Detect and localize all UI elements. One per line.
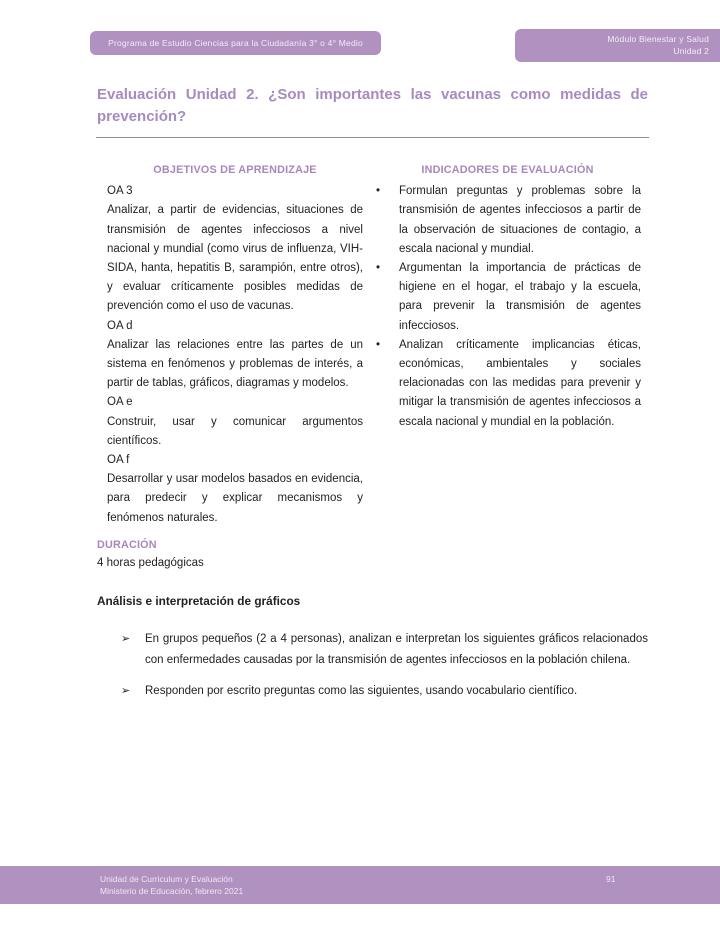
list-item <box>374 336 641 432</box>
indicators-column <box>374 161 641 528</box>
duration-section <box>97 539 204 569</box>
page-title: Evaluación Unidad 2. ¿Son importantes las vacunas como medidas de prevención? <box>97 86 648 125</box>
indicator-text: Argumentan la importancia de prácticas de higiene en el hogar, el trabajo y la escuela, para prevenir la transmisión de agentes infecciosos. <box>399 262 641 332</box>
bullet-icon: • <box>376 338 381 351</box>
bullet-icon: • <box>376 262 381 275</box>
indicator-text: Analizan críticamente implicancias éticas, económicas, ambientales y sociales relacionadas con las medidas para prevenir y mitigar la transmisión de agentes infecciosos a escala nacional y mundial en la población. <box>399 338 641 428</box>
list-item <box>97 629 648 671</box>
indicator-text: Formulan preguntas y problemas sobre la transmisión de agentes infecciosos a partir de la observación de situaciones de contagio, a escala nacional y mundial. <box>399 185 641 255</box>
indicators-heading: INDICADORES DE EVALUACIÓN <box>421 164 594 176</box>
oa-code: OA e <box>107 396 133 409</box>
module-name-label: Módulo Bienestar y Salud <box>607 34 709 44</box>
oa-text: Construir, usar y comunicar argumentos científicos. <box>107 415 363 447</box>
bullet-icon: • <box>376 185 381 198</box>
activity-text: Responden por escrito preguntas como las siguientes, usando vocabulario científico. <box>145 685 578 697</box>
list-item <box>374 259 641 336</box>
title-divider <box>96 137 649 138</box>
indicators-list <box>374 182 641 432</box>
activity-section <box>97 594 648 712</box>
oa-text: Analizar las relaciones entre las partes de un sistema en fenómenos y problemas de interés, a partir de tablas, gráficos, diagramas y modelos. <box>107 338 363 390</box>
footer-credit-line1: Unidad de Curriculum y Evaluación <box>100 874 233 884</box>
arrow-bullet-icon: ➢ <box>121 633 131 645</box>
duration-heading: DURACIÓN <box>97 539 157 551</box>
unit-label: Unidad 2 <box>673 45 709 56</box>
footer-bar <box>0 866 720 904</box>
activity-heading: Análisis e interpretación de gráficos <box>97 594 301 608</box>
program-header-label: Programa de Estudio Ciencias para la Ciudadanía 3° o 4° Medio <box>108 38 363 48</box>
oa-text: Analizar, a partir de evidencias, situaciones de transmisión de agentes infecciosos a nivel nacional y mundial (como virus de influenza, VIH-SIDA, hanta, hepatitis B, sarampión, entre otros), y evaluar críticamente posibles medidas de prevención como el uso de vacunas. <box>107 204 363 313</box>
duration-value: 4 horas pedagógicas <box>97 557 204 569</box>
objectives-indicators-section <box>107 161 641 528</box>
oa-text: Desarrollar y usar modelos basados en evidencia, para predecir y explicar mecanismos y fenómenos naturales. <box>107 473 363 524</box>
objectives-heading: OBJETIVOS DE APRENDIZAJE <box>153 164 317 176</box>
activity-list <box>97 629 648 702</box>
list-item <box>374 182 641 259</box>
oa-code: OA d <box>107 319 133 332</box>
list-item <box>97 681 648 702</box>
page-number: 91 <box>606 874 616 884</box>
activity-text: En grupos pequeños (2 a 4 personas), analizan e interpretan los siguientes gráficos relacionados con enfermedades causadas por la transmisión de agentes infecciosos en la población chilena. <box>145 633 648 666</box>
arrow-bullet-icon: ➢ <box>121 685 131 697</box>
footer-credit-line2: Ministerio de Educación, febrero 2021 <box>100 886 244 896</box>
module-header-tag <box>515 29 720 62</box>
objectives-column <box>107 161 363 528</box>
oa-code: OA f <box>107 454 130 467</box>
footer-credit <box>100 873 243 897</box>
program-header-tag <box>90 31 381 55</box>
oa-code: OA 3 <box>107 185 133 198</box>
